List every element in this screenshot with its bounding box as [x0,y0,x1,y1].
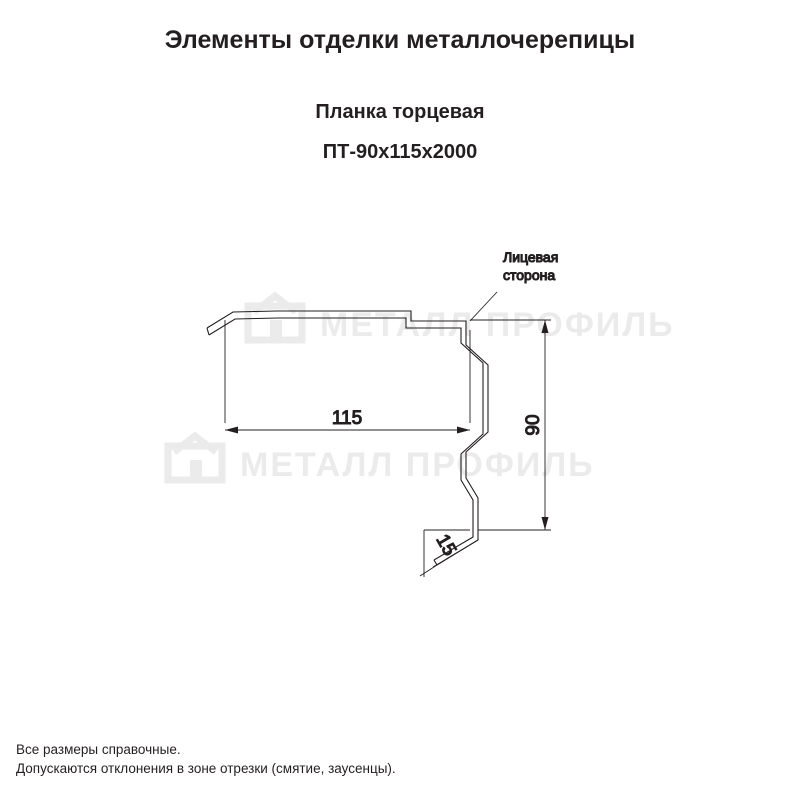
svg-text:МЕТАЛЛ ПРОФИЛЬ: МЕТАЛЛ ПРОФИЛЬ [320,306,675,344]
profile-outline [207,311,488,565]
footnote-line-1: Все размеры справочные. [16,742,181,757]
dimension-width-label: 115 [331,408,363,429]
product-name: Планка торцевая [315,101,485,123]
dimension-flange-label: 15 [431,530,461,560]
footnotes [16,740,396,778]
dimension-height-label: 90 [523,414,544,436]
face-side-label-line1: Лицевая [503,249,559,265]
product-code: ПТ-90х115х2000 [322,141,478,163]
technical-drawing [0,180,800,610]
page-title: Элементы отделки металлочерепицы [164,26,636,54]
footnote-line-2: Допускаются отклонения в зоне отрезки (смятие, заусенцы). [16,761,396,776]
face-side-leader [470,292,497,321]
face-side-label-line2: сторона [503,267,556,283]
svg-text:МЕТАЛЛ ПРОФИЛЬ: МЕТАЛЛ ПРОФИЛЬ [240,446,595,484]
